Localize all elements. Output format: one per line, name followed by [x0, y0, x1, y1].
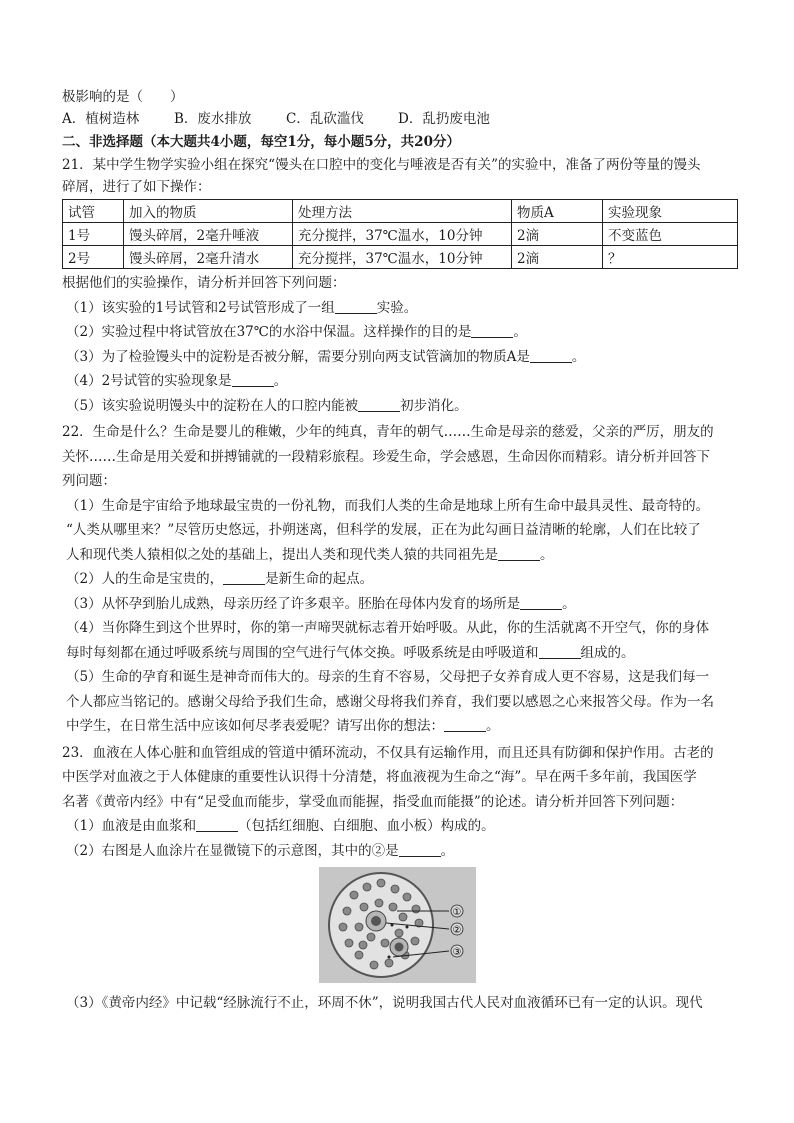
answer-blank[interactable] — [530, 348, 572, 363]
table-header-cell: 处理方法 — [293, 200, 512, 223]
q21-item-5-tail: 初步消化。 — [400, 397, 468, 414]
answer-blank[interactable] — [498, 546, 540, 561]
blood-smear-figure — [319, 867, 476, 983]
q22-intro — [62, 420, 742, 494]
table-header-cell: 加入的物质 — [124, 200, 293, 223]
q21-item-2 — [62, 320, 742, 345]
q22-intro-line: 关怀……生命是用关爱和拼搏铺就的一段精彩旅程。珍爱生命，学会感恩，生命因你而精彩。请分析并回答下 — [62, 448, 710, 465]
q21-item-3 — [62, 345, 742, 370]
option-d: D．乱扔废电池 — [398, 111, 490, 127]
q23-intro-line: 中医学对血液之于人体健康的重要性认识得十分清楚，将血液视为生命之“海”。早在两千多年前，我国医学 — [62, 769, 697, 785]
q22-item-5-line: （5）生命的孕育和诞生是神奇而伟大的。母亲的生育不容易，父母把子女养育成人更不容易，这是我们每一 — [66, 669, 710, 685]
answer-blank[interactable] — [444, 717, 486, 732]
q22-item-1-tail: 。 — [540, 546, 554, 563]
q21-item-4-text: （4）2号试管的实验现象是 — [66, 373, 232, 389]
figure-label-2: ② — [452, 925, 462, 936]
q22-item-4-tail: 组成的。 — [580, 644, 635, 661]
q22-item-4 — [62, 616, 742, 665]
q20-tail: 极影响的是（ ） — [62, 89, 184, 105]
blood-smear-microscope-icon — [319, 867, 476, 983]
q23-item-1-tail: （包括红细胞、白细胞、血小板）构成的。 — [238, 818, 495, 834]
q21-intro-2: 碎屑，进行了如下操作： — [62, 179, 211, 195]
q22-item-5 — [62, 665, 742, 739]
q22-item-1 — [62, 494, 742, 568]
figure-label-1: ① — [452, 907, 462, 918]
blood-smear-figure-wrap — [62, 867, 742, 985]
q23-intro-line: 名著《黄帝内经》中有“足受血而能步，掌受血而能握，指受血而能摄”的论述。请分析并回答下列问题： — [62, 793, 684, 810]
answer-blank[interactable] — [232, 372, 274, 387]
q22-item-1-line: （1）生命是宇宙给予地球最宝贵的一份礼物，而我们人类的生命是地球上所有生命中最具灵性、最奇特的。 — [66, 497, 710, 514]
q21-item-1-text: （1）该实验的1号试管和2号试管形成了一组 — [66, 299, 335, 316]
answer-blank[interactable] — [358, 397, 400, 412]
q22-item-2-text: （2）人的生命是宝贵的， — [66, 571, 224, 587]
q21-item-3-text: （3）为了检验馒头中的淀粉是否被分解，需要分别向两支试管滴加的物质A是 — [66, 348, 530, 365]
q21-item-2-tail: 。 — [513, 324, 527, 340]
q21-item-1-tail: 实验。 — [376, 299, 418, 316]
answer-blank[interactable] — [399, 842, 441, 857]
table-cell: 馒头碎屑，2毫升唾液 — [124, 223, 293, 246]
experiment-table — [62, 199, 738, 269]
answer-blank[interactable] — [471, 323, 513, 338]
q21-item-5 — [62, 394, 742, 419]
table-cell: 充分搅拌，37℃温水，10分钟 — [293, 246, 512, 269]
q21-item-1 — [62, 296, 742, 321]
q21-item-5-text: （5）该实验说明馒头中的淀粉在人的口腔内能被 — [66, 397, 359, 414]
table-cell: 馒头碎屑，2毫升清水 — [124, 246, 293, 269]
table-cell: 2滴 — [512, 223, 603, 246]
exam-page — [62, 86, 742, 1016]
answer-blank[interactable] — [223, 570, 265, 585]
option-b: B．废水排放 — [174, 111, 252, 127]
table-cell: 充分搅拌，37℃温水，10分钟 — [293, 223, 512, 246]
q21-item-2-text: （2）实验过程中将试管放在37℃的水浴中保温。这样操作的目的是 — [66, 324, 472, 340]
q23-item-2-text: （2）右图是人血涂片在显微镜下的示意图，其中的②是 — [66, 842, 399, 859]
section-2-title: 二、非选择题（本大题共4小题，每空1分，每小题5分，共20分） — [62, 134, 460, 150]
q22-item-4-line: （4）当你降生到这个世界时，你的第一声啼哭就标志着开始呼吸。从此，你的生活就离不开空气，你的身体 — [66, 620, 710, 636]
figure-label-3: ③ — [452, 947, 462, 958]
option-a: A．植树造林 — [62, 111, 140, 127]
q22-item-2-tail: 是新生命的起点。 — [265, 571, 374, 587]
q22-item-3 — [62, 592, 742, 617]
q21-item-4-tail: 。 — [273, 373, 288, 389]
q23-item-1-text: （1）血液是由血浆和 — [66, 818, 197, 834]
table-cell: 2号 — [63, 246, 124, 269]
q21-item-3-tail: 。 — [571, 348, 586, 365]
q22-item-3-text: （3）从怀孕到胎儿成熟，母亲历经了许多艰辛。胚胎在母体内发育的场所是 — [66, 595, 521, 612]
q20-options — [62, 108, 742, 130]
q23-item-3: （3）《黄帝内经》中记载“经脉流行不止，环周不休”，说明我国古代人民对血液循环已有一定的认识。现代 — [66, 995, 703, 1011]
option-c: C．乱砍滥伐 — [286, 111, 364, 127]
answer-blank[interactable] — [520, 595, 562, 610]
q23-intro — [62, 741, 742, 815]
table-header-cell: 物质A — [512, 200, 603, 223]
table-header-cell: 试管 — [63, 200, 124, 223]
table-cell: 2滴 — [512, 246, 603, 269]
q22-intro-line: 列问题： — [62, 473, 116, 489]
q22-item-1-line: “人类从哪里来？”尽管历史悠远，扑朔迷离，但科学的发展，正在为此勾画日益清晰的轮廓，人们在比较了 — [66, 522, 701, 538]
answer-blank[interactable] — [335, 299, 377, 314]
q22-item-5-tail: 。 — [486, 718, 500, 734]
answer-blank[interactable] — [196, 817, 238, 832]
q23-item-2 — [62, 839, 742, 864]
q23-intro-line: 23．血液在人体心脏和血管组成的管道中循环流动，不仅具有运输作用，而且还具有防御和保护作用。古老的 — [62, 744, 714, 761]
table-cell: ？ — [603, 246, 738, 269]
q21-intro-1: 21．某中学生物学实验小组在探究“馒头在口腔中的变化与唾液是否有关”的实验中，准备了两份等量的馒头 — [62, 157, 701, 173]
table-header-row — [63, 200, 738, 223]
table-cell: 不变蓝色 — [603, 223, 738, 246]
table-cell: 1号 — [63, 223, 124, 246]
q22-item-1-line: 人和现代类人猿相似之处的基础上，提出人类和现代类人猿的共同祖先是 — [66, 546, 498, 563]
q21-item-4 — [62, 369, 742, 394]
q21-lead: 根据他们的实验操作，请分析并回答下列问题： — [62, 275, 346, 291]
table-row — [63, 246, 738, 269]
answer-blank[interactable] — [539, 644, 581, 659]
q22-item-2 — [62, 567, 742, 592]
q22-item-5-line: 个人都应当铭记的。感谢父母给予我们生命，感谢父母将我们养育，我们要以感恩之心来报答父母。作为一名 — [66, 693, 714, 710]
q22-item-4-line: 每时每刻都在通过呼吸系统与周围的空气进行气体交换。呼吸系统是由呼吸道和 — [66, 644, 539, 661]
q23-item-1 — [62, 814, 742, 839]
table-header-cell: 实验现象 — [603, 200, 738, 223]
table-row — [63, 223, 738, 246]
q22-item-3-tail: 。 — [562, 595, 576, 612]
q23-item-2-tail: 。 — [440, 842, 455, 859]
q22-item-5-line: 中学生，在日常生活中应该如何尽孝表爱呢？请写出你的想法： — [66, 718, 444, 734]
q22-intro-line: 22．生命是什么？生命是婴儿的稚嫩，少年的纯真，青年的朝气……生命是母亲的慈爱，父亲的严厉，朋友的 — [62, 424, 714, 440]
